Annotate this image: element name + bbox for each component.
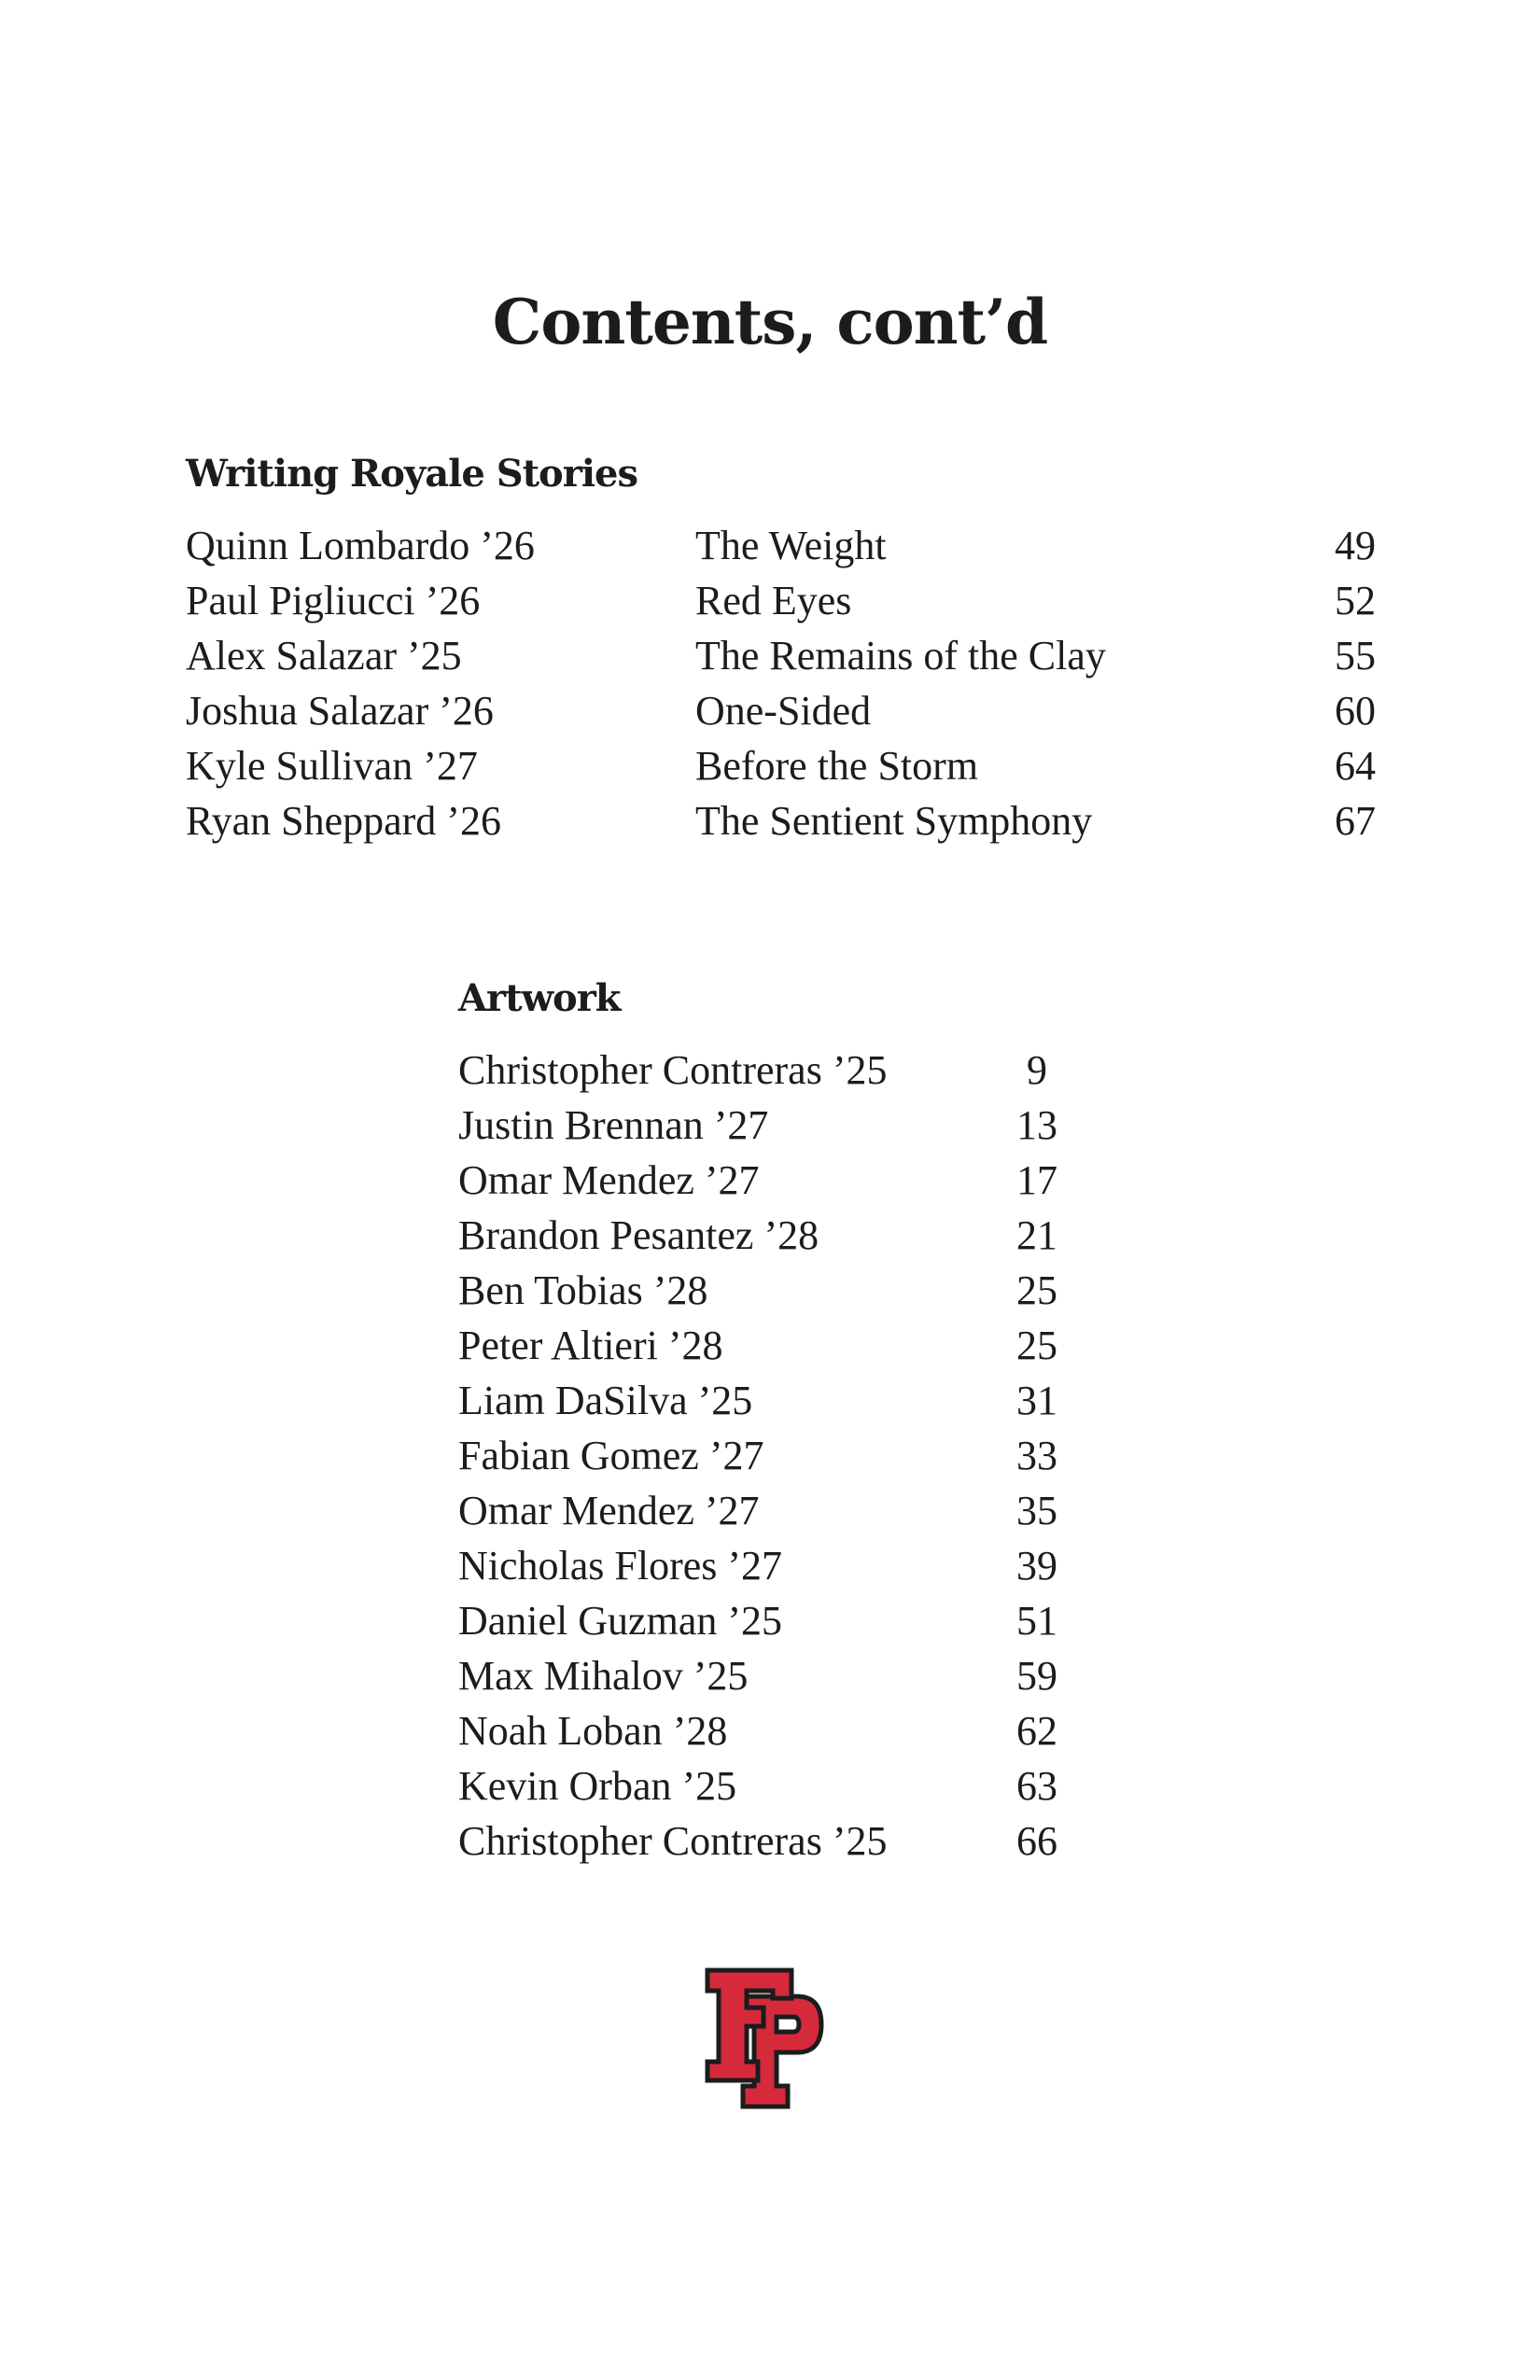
artwork-page-number: 25 <box>1016 1267 1057 1313</box>
story-title: The Remains of the Clay <box>695 633 1106 679</box>
artwork-row <box>458 1098 1074 1153</box>
story-row <box>186 518 1376 573</box>
artwork-row <box>458 1758 1074 1813</box>
story-author: Ryan Sheppard ’26 <box>186 798 501 844</box>
story-page-number: 60 <box>1335 688 1376 734</box>
artwork-page-number: 21 <box>1016 1212 1057 1258</box>
artwork-page-number: 33 <box>1016 1433 1057 1478</box>
artwork-artist: Fabian Gomez ’27 <box>458 1433 764 1478</box>
artwork-artist: Justin Brennan ’27 <box>458 1102 769 1148</box>
story-author: Kyle Sullivan ’27 <box>186 743 478 789</box>
artwork-page-number: 51 <box>1016 1598 1057 1644</box>
artwork-artist: Peter Altieri ’28 <box>458 1323 723 1368</box>
artwork-section-heading: Artwork <box>458 976 621 1020</box>
artwork-row <box>458 1648 1074 1703</box>
story-author: Quinn Lombardo ’26 <box>186 523 535 568</box>
stories-section-heading: Writing Royale Stories <box>186 452 637 496</box>
story-author: Joshua Salazar ’26 <box>186 688 494 734</box>
artwork-row <box>458 1428 1074 1483</box>
artwork-artist: Daniel Guzman ’25 <box>458 1598 782 1644</box>
artwork-artist: Omar Mendez ’27 <box>458 1488 760 1533</box>
story-page-number: 64 <box>1335 743 1376 789</box>
artwork-page-number: 66 <box>1016 1818 1057 1864</box>
artwork-artist: Noah Loban ’28 <box>458 1708 728 1754</box>
artwork-artist: Kevin Orban ’25 <box>458 1763 737 1809</box>
artwork-row <box>458 1263 1074 1318</box>
story-row <box>186 628 1376 683</box>
artwork-row <box>458 1538 1074 1593</box>
artwork-artist: Liam DaSilva ’25 <box>458 1378 753 1423</box>
artwork-page-number: 13 <box>1016 1102 1057 1148</box>
artwork-row <box>458 1703 1074 1758</box>
story-author: Paul Pigliucci ’26 <box>186 578 481 623</box>
artwork-artist: Ben Tobias ’28 <box>458 1267 708 1313</box>
artwork-page-number: 39 <box>1016 1543 1057 1589</box>
story-title: Before the Storm <box>695 743 979 789</box>
artwork-page-number: 62 <box>1016 1708 1057 1754</box>
artwork-row <box>458 1373 1074 1428</box>
story-title: Red Eyes <box>695 578 852 623</box>
page-title: Contents, cont’d <box>492 286 1048 359</box>
story-title: The Sentient Symphony <box>695 798 1093 844</box>
stories-list <box>186 518 1376 848</box>
fp-monogram-logo <box>702 1965 829 2112</box>
artwork-page-number: 63 <box>1016 1763 1057 1809</box>
story-title: One-Sided <box>695 688 872 734</box>
artwork-artist: Brandon Pesantez ’28 <box>458 1212 819 1258</box>
story-row <box>186 573 1376 628</box>
artwork-row <box>458 1208 1074 1263</box>
artwork-artist: Max Mihalov ’25 <box>458 1653 749 1699</box>
artwork-row <box>458 1153 1074 1208</box>
story-row <box>186 683 1376 738</box>
artwork-row <box>458 1318 1074 1373</box>
artwork-page-number: 25 <box>1016 1323 1057 1368</box>
story-author: Alex Salazar ’25 <box>186 633 462 679</box>
story-page-number: 55 <box>1335 633 1376 679</box>
artwork-page-number: 31 <box>1016 1378 1057 1423</box>
artwork-row <box>458 1813 1074 1869</box>
story-title: The Weight <box>695 523 887 568</box>
artwork-artist: Omar Mendez ’27 <box>458 1157 760 1203</box>
artwork-artist: Nicholas Flores ’27 <box>458 1543 783 1589</box>
artwork-artist: Christopher Contreras ’25 <box>458 1047 888 1093</box>
story-row <box>186 738 1376 793</box>
story-row <box>186 793 1376 848</box>
artwork-list <box>458 1043 1074 1869</box>
artwork-page-number: 17 <box>1016 1157 1057 1203</box>
artwork-page-number: 9 <box>1027 1047 1047 1093</box>
artwork-row <box>458 1043 1074 1098</box>
artwork-row <box>458 1483 1074 1538</box>
artwork-row <box>458 1593 1074 1648</box>
story-page-number: 67 <box>1335 798 1376 844</box>
artwork-artist: Christopher Contreras ’25 <box>458 1818 888 1864</box>
artwork-page-number: 35 <box>1016 1488 1057 1533</box>
artwork-page-number: 59 <box>1016 1653 1057 1699</box>
story-page-number: 52 <box>1335 578 1376 623</box>
story-page-number: 49 <box>1335 523 1376 568</box>
